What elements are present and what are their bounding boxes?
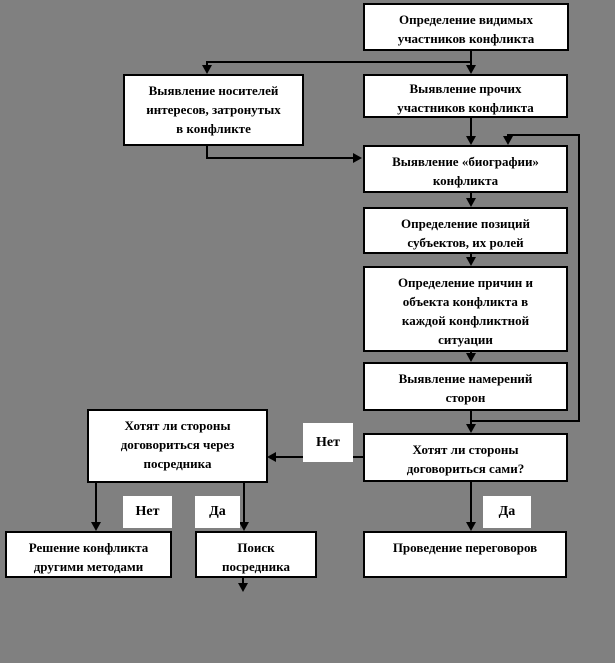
node-question-negotiate-themselves: Хотят ли стороны договориться сами?: [363, 433, 568, 482]
arrowhead-holders-to-biography-icon: [353, 153, 362, 163]
node-causes-and-object: Определение причин и объекта конфликта в каждой конфликтной ситуации: [363, 266, 568, 352]
node-search-for-mediator: Поиск посредника: [195, 531, 317, 578]
arrowhead-positions-to-causes-icon: [466, 257, 476, 266]
connector-holders-to-biography: [206, 157, 354, 159]
node-identify-interest-holders: Выявление носителей интересов, затронутых в конфликте: [123, 74, 304, 146]
connector-others-to-biography: [470, 118, 472, 137]
connector-qmediator-to-othermethods: [95, 483, 97, 523]
connector-top-branch: [206, 61, 472, 63]
arrowhead-biography-to-positions-icon: [466, 198, 476, 207]
connector-qself-to-negotiations: [470, 482, 472, 523]
node-conflict-biography: Выявление «биографии» конфликта: [363, 145, 568, 193]
node-question-negotiate-via-mediator: Хотят ли стороны договориться через посредника: [87, 409, 268, 483]
label-no-left: Нет: [123, 496, 172, 528]
node-resolve-other-methods: Решение конфликта другими методами: [5, 531, 172, 578]
arrowhead-findmediator-exit-icon: [238, 583, 248, 592]
label-no-to-mediator: Нет: [303, 423, 353, 462]
connector-feedback-bottom: [471, 420, 580, 422]
arrowhead-intentions-to-qself-icon: [466, 424, 476, 433]
node-conduct-negotiations: Проведение переговоров: [363, 531, 567, 578]
connector-intentions-to-qself: [470, 411, 472, 425]
label-yes-right: Да: [483, 496, 531, 528]
arrowhead-qmediator-to-othermethods-icon: [91, 522, 101, 531]
node-subject-positions-roles: Определение позиций субъектов, их ролей: [363, 207, 568, 254]
arrowhead-qself-to-negotiations-icon: [466, 522, 476, 531]
arrowhead-qself-to-qmediator-icon: [267, 452, 276, 462]
label-yes-left: Да: [195, 496, 240, 528]
arrowhead-qmediator-to-findmediator-icon: [239, 522, 249, 531]
arrowhead-causes-to-intentions-icon: [466, 353, 476, 362]
node-define-visible-participants: Определение видимых участников конфликта: [363, 3, 569, 51]
node-identify-other-participants: Выявление прочих участников конфликта: [363, 74, 568, 118]
arrowhead-to-holders-icon: [202, 65, 212, 74]
connector-qmediator-to-findmediator: [243, 483, 245, 523]
connector-feedback-right: [578, 134, 580, 422]
node-parties-intentions: Выявление намерений сторон: [363, 362, 568, 411]
arrowhead-to-others-icon: [466, 65, 476, 74]
arrowhead-feedback-to-biography-icon: [503, 136, 513, 145]
connector-feedback-top: [507, 134, 580, 136]
arrowhead-others-to-biography-icon: [466, 136, 476, 145]
